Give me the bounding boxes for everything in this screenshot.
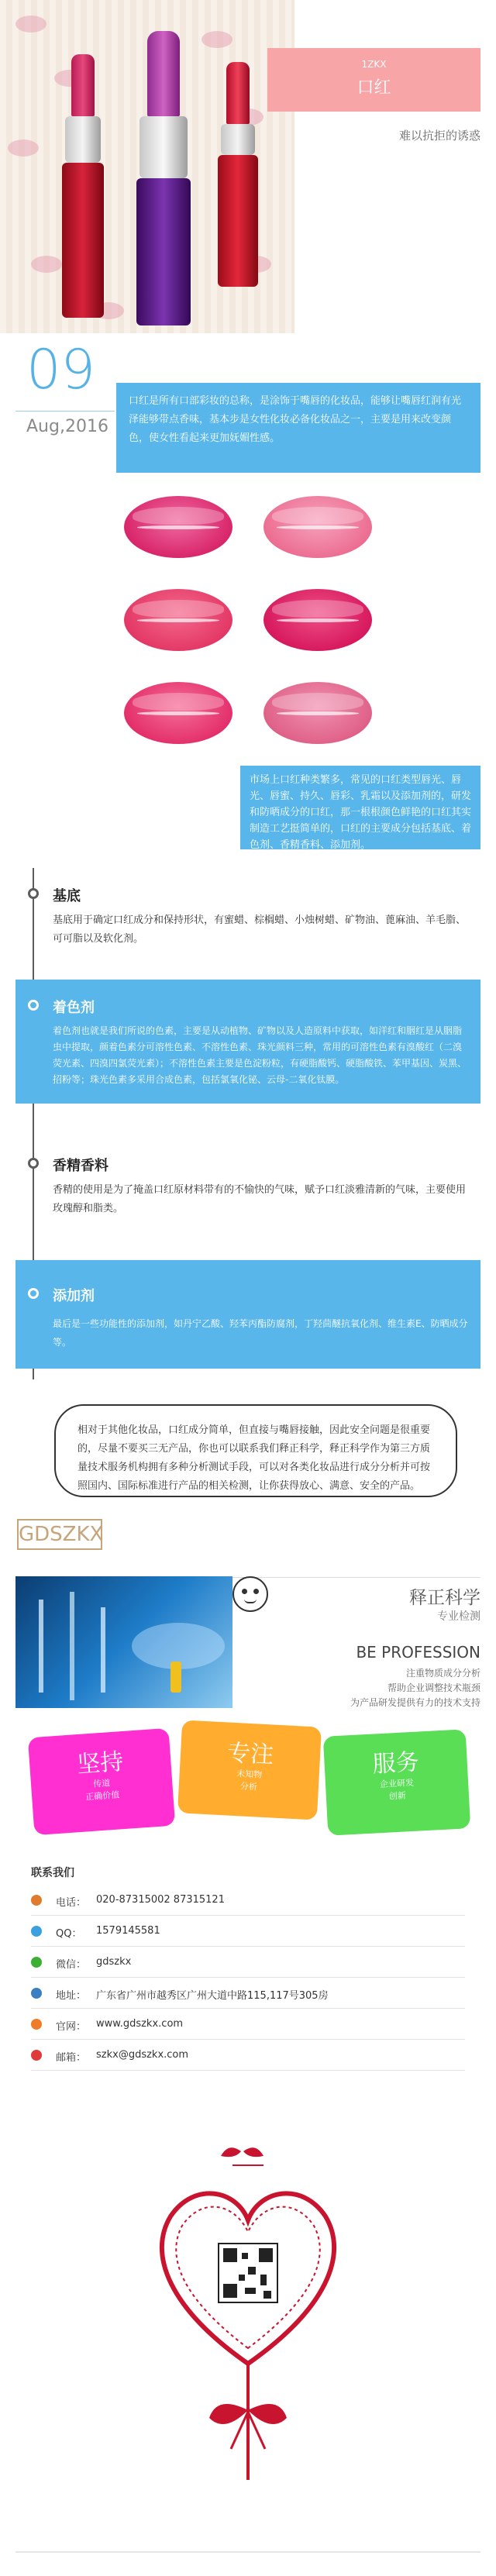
lip-print [264, 496, 372, 558]
section-title: 添加剂 [53, 1288, 95, 1304]
contact-value[interactable]: szkx@gdszkx.com [96, 2049, 189, 2061]
contact-value[interactable]: 广东省广州市越秀区广州大道中路115,117号305房 [96, 1990, 329, 2002]
phone-icon [31, 1895, 42, 1906]
brand-name: 释正科学 [409, 1588, 480, 1608]
heart-icon [147, 2116, 349, 2488]
card-line: 传道 [92, 1778, 111, 1789]
section-additive [16, 1260, 480, 1369]
card-title: 专注 [226, 1739, 274, 1769]
contact-label: 地址： [56, 1990, 87, 2002]
section-text: 最后是一些功能性的添加剂，如丹宁乙酸、羟苯丙酯防腐剂，丁羟茴醚抗氧化剂、维生素E、防晒成分等。 [53, 1318, 468, 1348]
contact-row-address[interactable] [31, 1978, 465, 2009]
card-line: 创新 [388, 1790, 407, 1802]
location-icon [31, 1988, 42, 1999]
contact-label: 电话： [56, 1897, 87, 1909]
home-icon [31, 2019, 42, 2030]
lipstick-photo [0, 0, 294, 333]
mascot-icon [232, 1576, 268, 1612]
date-divider [16, 411, 115, 412]
contact-row-wechat[interactable] [31, 1947, 465, 1978]
brand-tag: 专业检测 [437, 1610, 480, 1623]
card-line: 分析 [239, 1781, 258, 1793]
section-title: 基底 [53, 888, 81, 904]
card-line: 企业研发 [379, 1777, 415, 1790]
footer-divider [16, 2551, 480, 2553]
wechat-icon [31, 1957, 42, 1968]
contact-value[interactable]: www.gdszkx.com [96, 2018, 184, 2030]
timeline-dot [28, 888, 39, 899]
lip-print [264, 682, 372, 744]
section-colorant [16, 980, 480, 1104]
contact-row-email[interactable] [31, 2040, 465, 2071]
types-text-box: 市场上口红种类繁多，常见的口红类型唇光、唇光、唇蜜、持久、唇彩、乳霜以及添加剂的，研发和防晒成分的口红，那一根根颜色鲜艳的口红其实制造工艺挺简单的，口红的主要成分包括基底、着色剂、香精香料、添加剂。 [240, 766, 480, 849]
qq-icon [31, 1926, 42, 1937]
value-card-focus [177, 1720, 322, 1820]
date-month-year: Aug,2016 [26, 417, 108, 436]
contact-row-qq[interactable] [31, 1916, 465, 1947]
value-card-persist [28, 1728, 175, 1835]
brand-desc: 注重物质成分分析 [405, 1668, 480, 1679]
contact-label: 官网： [56, 2021, 87, 2033]
contact-value[interactable]: gdszkx [96, 1956, 132, 1968]
timeline-dot [28, 1288, 39, 1299]
brand-slogan: BE PROFESSION [356, 1643, 480, 1662]
tag-number: 1ZKX [361, 59, 387, 70]
date-day: 09 [26, 338, 96, 401]
section-title: 香精香料 [53, 1158, 108, 1174]
section-text: 香精的使用是为了掩盖口红原材料带有的不愉快的气味，赋予口红淡雅清新的气味，主要使用玫瑰醇和脂类。 [53, 1184, 467, 1214]
card-title: 坚持 [76, 1748, 125, 1779]
lip-print [124, 682, 232, 744]
section-text: 着色剂也就是我们所说的色素，主要是从动植物、矿物以及人造原料中获取，如洋红和胭红是从胭脂虫中提取，颜着色素分可溶性色素、不溶性色素、珠光颜料三种，常用的可溶性色素有溴酸红（二溴荧光素、四溴四氯荧光素）；不溶性色素主要是色淀粉粒，有硬脂酸钙、硬脂酸铁、苯甲基因、炭黑、招粉等；珠光色素多采用合成色素，包括氯氧化铋、云母-二氧化钛膜。 [53, 1025, 467, 1085]
lip-print [124, 589, 232, 651]
contact-value[interactable]: 1579145581 [96, 1925, 160, 1937]
mail-icon [31, 2050, 42, 2061]
contact-value[interactable]: 020-87315002 87315121 [96, 1894, 225, 1906]
section-text: 基底用于确定口红成分和保持形状，有蜜蜡、棕榈蜡、小烛树蜡、矿物油、蓖麻油、羊毛脂、可可脂以及软化剂。 [53, 914, 467, 945]
intro-text-box: 口红是所有口部彩妆的总称，是涂饰于嘴唇的化妆品，能够让嘴唇红润有光泽能够带点香味，基本步是女性化妆必备化妆品之一，主要是用来改变颜色，使女性看起来更加妩媚性感。 [116, 383, 480, 473]
heart-qr-graphic [147, 2116, 349, 2488]
brand-logo: GDSZKX [17, 1519, 102, 1550]
contact-title: 联系我们 [31, 1867, 74, 1879]
brand-desc: 为产品研发提供有力的技术支持 [350, 1697, 480, 1708]
page-subtitle: 难以抗拒的诱惑 [398, 129, 480, 143]
card-line: 未知物 [236, 1768, 263, 1780]
lips-illustration [116, 488, 380, 752]
contact-label: 微信： [56, 1959, 87, 1971]
card-title: 服务 [371, 1748, 420, 1779]
section-title: 着色剂 [53, 1000, 95, 1016]
card-line: 正确价值 [84, 1789, 120, 1803]
lab-photo [16, 1576, 232, 1708]
value-card-service [323, 1729, 470, 1835]
contact-label: QQ： [56, 1928, 82, 1940]
contact-label: 邮箱： [56, 2052, 87, 2064]
brand-desc: 帮助企业调整技术瓶颈 [387, 1682, 480, 1693]
lip-print [124, 496, 232, 558]
lip-print [264, 589, 372, 651]
timeline-dot [28, 1158, 39, 1169]
safety-note-bubble: 相对于其他化妆品，口红成分简单，但直接与嘴唇接触，因此安全问题是很重要的，尽量不要买三无产品，你也可以联系我们释正科学，释正科学作为第三方质量技术服务机构拥有多种分析测试手段，可以对各类化妆品进行成分分析并可按照国内、国际标准进行产品的相关检测，让你获得放心、满意、安全的产品。 [54, 1404, 457, 1497]
contact-row-website[interactable] [31, 2009, 465, 2040]
timeline-dot [28, 1000, 39, 1011]
hero-section [0, 0, 496, 333]
contact-row-phone[interactable] [31, 1885, 465, 1916]
page-title: 口红 [356, 78, 391, 98]
